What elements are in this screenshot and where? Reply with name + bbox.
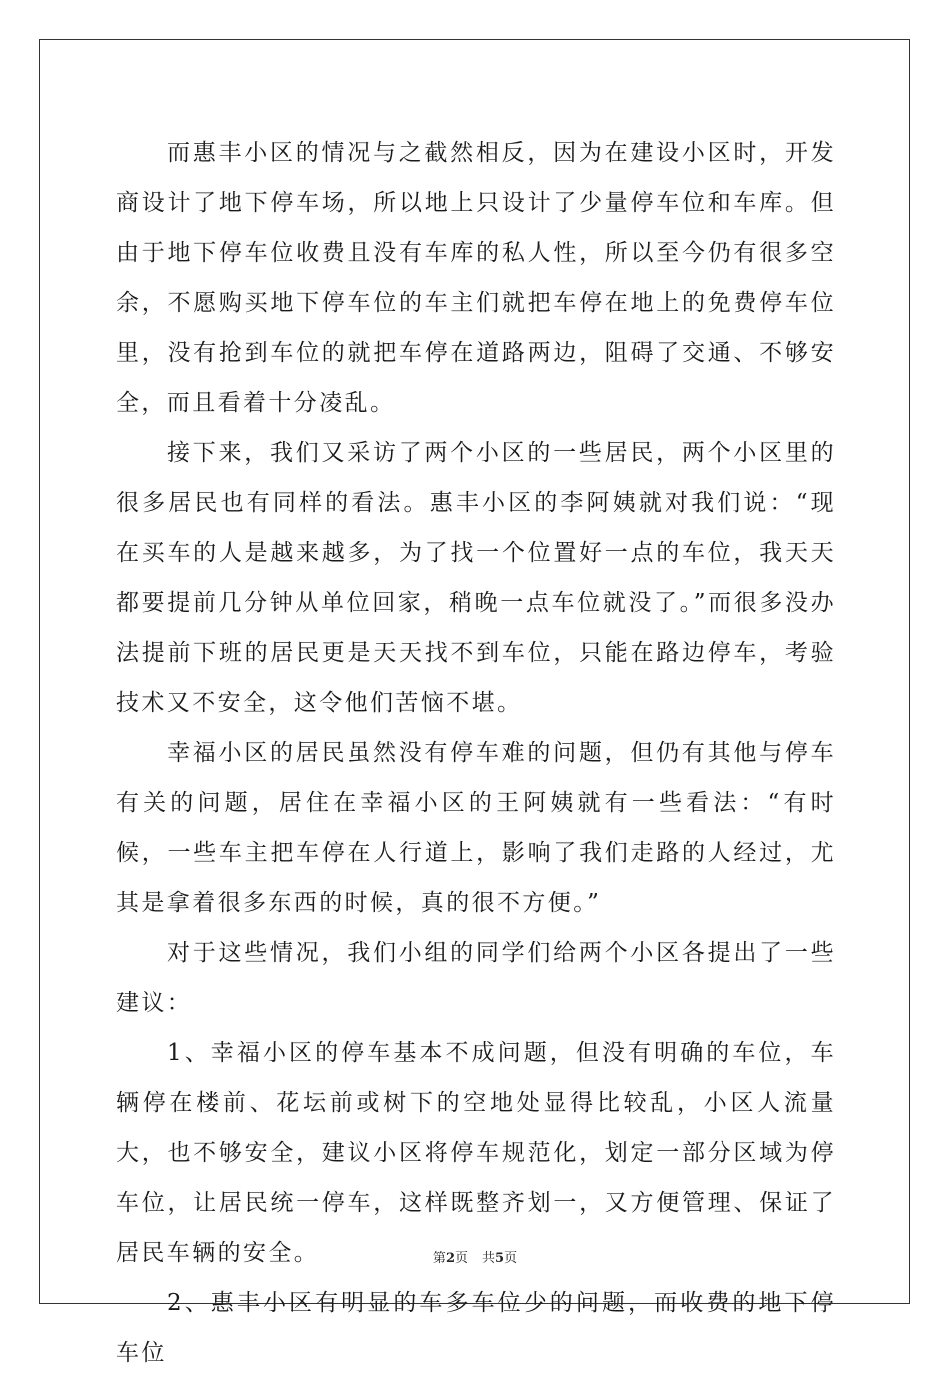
paragraph-6: 2、惠丰小区有明显的车多车位少的问题，而收费的地下停车位	[116, 1290, 836, 1366]
total-label-suffix: 页	[504, 1251, 518, 1266]
paragraph-3: 幸福小区的居民虽然没有停车难的问题，但仍有其他与停车有关的问题，居住在幸福小区的王阿姨就有一些看法：“有时候，一些车主把车停在人行道上，影响了我们走路的人经过，尤其是拿着很多东西的时候，真的很不方便。”	[116, 740, 836, 916]
paragraph-4: 对于这些情况，我们小组的同学们给两个小区各提出了一些建议：	[116, 940, 836, 1016]
total-label-prefix: 共	[482, 1251, 496, 1266]
page-label-suffix: 页	[454, 1251, 468, 1266]
document-body	[116, 128, 836, 1378]
page-label-prefix: 第	[432, 1251, 446, 1266]
paragraph-5: 1、幸福小区的停车基本不成问题，但没有明确的车位，车辆停在楼前、花坛前或树下的空地处显得比较乱，小区人流量大，也不够安全，建议小区将停车规范化，划定一部分区域为停车位，让居民统一停车，这样既整齐划一，又方便管理、保证了居民车辆的安全。	[116, 1040, 836, 1266]
total-page-number: 5	[495, 1251, 505, 1266]
page-footer	[0, 1247, 950, 1266]
paragraph-2: 接下来，我们又采访了两个小区的一些居民，两个小区里的很多居民也有同样的看法。惠丰小区的李阿姨就对我们说：“现在买车的人是越来越多，为了找一个位置好一点的车位，我天天都要提前几分钟从单位回家，稍晚一点车位就没了。”而很多没办法提前下班的居民更是天天找不到车位，只能在路边停车，考验技术又不安全，这令他们苦恼不堪。	[116, 440, 836, 716]
paragraph-1: 而惠丰小区的情况与之截然相反，因为在建设小区时，开发商设计了地下停车场，所以地上只设计了少量停车位和车库。但由于地下停车位收费且没有车库的私人性，所以至今仍有很多空余，不愿购买地下停车位的车主们就把车停在地上的免费停车位里，没有抢到车位的就把车停在道路两边，阻碍了交通、不够安全，而且看着十分凌乱。	[116, 140, 836, 416]
current-page-number: 2	[445, 1251, 455, 1266]
